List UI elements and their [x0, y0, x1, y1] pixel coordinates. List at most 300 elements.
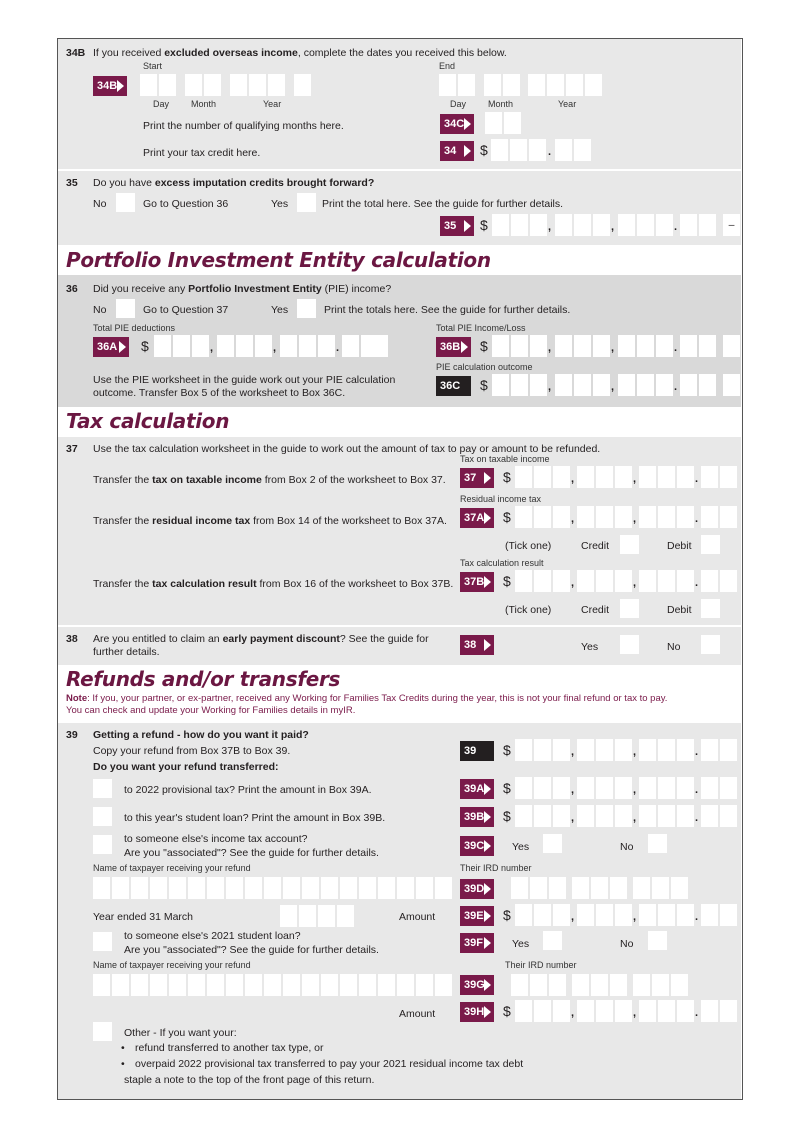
amount-cell[interactable] [677, 466, 694, 488]
amount-cell[interactable] [515, 777, 532, 799]
amount-cell[interactable] [596, 777, 613, 799]
amount-cell[interactable] [154, 335, 171, 357]
digit-cell[interactable] [591, 974, 608, 996]
amount-cell[interactable] [639, 805, 656, 827]
amount-cell[interactable] [639, 466, 656, 488]
no-checkbox[interactable] [116, 193, 135, 212]
amount-cell[interactable] [534, 570, 551, 592]
yes-label: Yes [512, 841, 530, 853]
date-cell[interactable] [159, 74, 176, 96]
date-cell[interactable] [230, 74, 247, 96]
amount-cell[interactable] [637, 335, 654, 357]
digit-cell[interactable] [671, 877, 688, 899]
amount-cell[interactable] [658, 466, 675, 488]
amount-cell[interactable] [658, 570, 675, 592]
amount-cell[interactable] [658, 904, 675, 926]
amount-cell[interactable] [618, 374, 635, 396]
amount-cell[interactable] [720, 777, 737, 799]
date-cell[interactable] [439, 74, 456, 96]
other-bullet-item: • overpaid 2022 provisional tax transferred to pay your 2021 residual income tax debt [119, 1056, 523, 1072]
amount-cell[interactable] [515, 805, 532, 827]
char-cell[interactable] [150, 877, 167, 899]
char-cell[interactable] [150, 974, 167, 996]
amount-cell[interactable] [553, 805, 570, 827]
amount-cell[interactable] [720, 506, 737, 528]
char-cell[interactable] [207, 974, 224, 996]
amount-cell[interactable] [615, 1000, 632, 1022]
char-cell[interactable] [435, 974, 452, 996]
tax-calculation-result-label: Tax calculation result [460, 558, 544, 568]
box-badge-37: 37 [460, 468, 494, 488]
digit-cell[interactable] [299, 905, 316, 927]
amount-cell[interactable] [511, 374, 528, 396]
amount-cell[interactable] [577, 466, 594, 488]
amount-cell[interactable] [658, 739, 675, 761]
amount-cell[interactable] [534, 805, 551, 827]
digit-cell[interactable] [633, 974, 650, 996]
amount-cell[interactable] [658, 777, 675, 799]
amount-cell[interactable] [637, 214, 654, 236]
amount-cell[interactable] [701, 570, 718, 592]
thousands-separator: , [633, 784, 637, 796]
char-cell[interactable] [283, 877, 300, 899]
char-cell[interactable] [112, 974, 129, 996]
amount-cell[interactable] [596, 904, 613, 926]
start-label: Start [143, 61, 163, 71]
amount-cell[interactable] [492, 335, 509, 357]
char-cell[interactable] [340, 877, 357, 899]
char-cell[interactable] [359, 877, 376, 899]
amount-cell[interactable] [656, 374, 673, 396]
amount-cell[interactable] [615, 506, 632, 528]
dollar-sign: $ [141, 338, 149, 354]
amount-cell[interactable] [639, 777, 656, 799]
date-cell[interactable] [249, 74, 266, 96]
amount-cell[interactable] [596, 805, 613, 827]
char-cell[interactable] [283, 974, 300, 996]
amount-cell[interactable] [577, 777, 594, 799]
digit-cell[interactable] [572, 974, 589, 996]
amount-cell[interactable] [680, 374, 697, 396]
date-cell[interactable] [484, 74, 501, 96]
thousands-separator: , [571, 1007, 575, 1019]
tick-one-label: (Tick one) [505, 540, 552, 552]
amount-cell[interactable] [574, 335, 591, 357]
char-cell[interactable] [226, 877, 243, 899]
amount-cell[interactable] [492, 374, 509, 396]
amount-cell[interactable] [534, 466, 551, 488]
digit-cell[interactable] [511, 877, 528, 899]
amount-cell[interactable] [553, 739, 570, 761]
date-cell[interactable] [294, 74, 311, 96]
digit-cell[interactable] [511, 974, 528, 996]
decimal-separator: . [674, 381, 678, 393]
amount-cell[interactable] [492, 214, 509, 236]
date-cell[interactable] [140, 74, 157, 96]
yes-checkbox[interactable] [297, 193, 316, 212]
digit-cell[interactable] [549, 974, 566, 996]
amount-cell[interactable] [491, 139, 508, 161]
amount-cell[interactable] [720, 904, 737, 926]
amount-cell[interactable] [515, 466, 532, 488]
credit-checkbox-37b[interactable] [620, 599, 639, 618]
yes-checkbox[interactable] [620, 635, 639, 654]
amount-cell[interactable] [701, 777, 718, 799]
char-cell[interactable] [112, 877, 129, 899]
char-cell[interactable] [397, 974, 414, 996]
amount-cell[interactable] [593, 335, 610, 357]
amount-cell[interactable] [596, 570, 613, 592]
thousands-separator: , [548, 381, 552, 393]
amount-cell[interactable] [701, 904, 718, 926]
pie-outcome-label: PIE calculation outcome [436, 362, 533, 372]
char-cell[interactable] [207, 877, 224, 899]
amount-cell[interactable] [342, 335, 359, 357]
char-cell[interactable] [302, 877, 319, 899]
amount-cell[interactable] [720, 739, 737, 761]
amount-cell[interactable] [680, 335, 697, 357]
amount-cell[interactable] [574, 139, 591, 161]
amount-cell[interactable] [677, 904, 694, 926]
student-loan-2021-checkbox[interactable] [93, 932, 112, 951]
char-cell[interactable] [378, 974, 395, 996]
dollar-sign: $ [503, 573, 511, 589]
dollar-sign: $ [503, 780, 511, 796]
amount-cell[interactable] [639, 570, 656, 592]
char-cell[interactable] [188, 877, 205, 899]
digit-cell[interactable] [530, 974, 547, 996]
amount-cell[interactable] [553, 466, 570, 488]
char-cell[interactable] [416, 877, 433, 899]
char-cell[interactable] [226, 974, 243, 996]
amount-cell[interactable] [534, 1000, 551, 1022]
amount-cell[interactable] [615, 739, 632, 761]
no-checkbox[interactable] [116, 299, 135, 318]
debit-checkbox-37a[interactable] [701, 535, 720, 554]
sign-box[interactable] [723, 374, 740, 396]
amount-cell[interactable] [577, 904, 594, 926]
amount-cell[interactable] [555, 335, 572, 357]
digit-cell[interactable] [572, 877, 589, 899]
amount-cell[interactable] [677, 739, 694, 761]
char-cell[interactable] [397, 877, 414, 899]
char-cell[interactable] [169, 974, 186, 996]
amount-cell[interactable] [639, 1000, 656, 1022]
amount-cell[interactable] [515, 570, 532, 592]
amount-cell[interactable] [680, 214, 697, 236]
student-loan-checkbox[interactable] [93, 807, 112, 826]
amount-cell[interactable] [701, 1000, 718, 1022]
amount-cell[interactable] [529, 139, 546, 161]
amount-cell[interactable] [515, 739, 532, 761]
months-cell[interactable] [504, 112, 521, 134]
amount-cell[interactable] [530, 374, 547, 396]
amount-cell[interactable] [701, 466, 718, 488]
debit-label: Debit [667, 604, 692, 616]
decimal-separator: . [548, 146, 552, 158]
digit-cell[interactable] [610, 877, 627, 899]
amount-cell[interactable] [618, 214, 635, 236]
amount-cell[interactable] [577, 570, 594, 592]
debit-checkbox-37b[interactable] [701, 599, 720, 618]
char-cell[interactable] [359, 974, 376, 996]
ird-number-label: Their IRD number [460, 863, 532, 873]
amount-cell[interactable] [701, 805, 718, 827]
question-text: Are you entitled to claim an early payment discount? See the guide for [93, 633, 429, 645]
minus-sign-box[interactable] [723, 214, 740, 236]
decimal-separator: . [695, 1007, 699, 1019]
end-label: End [439, 61, 456, 71]
char-cell[interactable] [264, 877, 281, 899]
amount-cell[interactable] [534, 506, 551, 528]
char-cell[interactable] [378, 877, 395, 899]
amount-cell[interactable] [720, 466, 737, 488]
amount-cell[interactable] [173, 335, 190, 357]
date-cell[interactable] [268, 74, 285, 96]
amount-cell[interactable] [577, 739, 594, 761]
question-text: If you received excluded overseas income, complete the dates you received this below. [93, 47, 507, 59]
amount-cell[interactable] [658, 805, 675, 827]
amount-cell[interactable] [677, 506, 694, 528]
provisional-tax-checkbox[interactable] [93, 779, 112, 798]
amount-cell[interactable] [656, 335, 673, 357]
associated-no-checkbox[interactable] [648, 931, 667, 950]
decimal-separator: . [695, 784, 699, 796]
amount-cell[interactable] [534, 777, 551, 799]
digit-cell[interactable] [530, 877, 547, 899]
amount-cell[interactable] [615, 570, 632, 592]
decimal-separator: . [674, 221, 678, 233]
char-cell[interactable] [169, 877, 186, 899]
digit-cell[interactable] [318, 905, 335, 927]
amount-cell[interactable] [553, 570, 570, 592]
amount-cell[interactable] [615, 805, 632, 827]
other-checkbox[interactable] [93, 1022, 112, 1041]
date-cell[interactable] [503, 74, 520, 96]
amount-cell[interactable] [639, 739, 656, 761]
amount-cell[interactable] [280, 335, 297, 357]
box-badge-39h: 39H [460, 1002, 494, 1022]
box-badge-34: 34 [440, 141, 474, 161]
amount-cell[interactable] [596, 739, 613, 761]
residual-income-tax-label: Residual income tax [460, 494, 542, 504]
credit-checkbox-37a[interactable] [620, 535, 639, 554]
char-cell[interactable] [321, 974, 338, 996]
no-label: No [620, 938, 634, 950]
sign-box[interactable] [723, 335, 740, 357]
amount-cell[interactable] [574, 374, 591, 396]
question-title: Getting a refund - how do you want it paid? [93, 729, 309, 741]
char-cell[interactable] [131, 974, 148, 996]
amount-cell[interactable] [593, 214, 610, 236]
amount-cell[interactable] [720, 1000, 737, 1022]
char-cell[interactable] [435, 877, 452, 899]
digit-cell[interactable] [610, 974, 627, 996]
section-38 [58, 627, 741, 665]
amount-cell[interactable] [701, 739, 718, 761]
amount-cell[interactable] [577, 1000, 594, 1022]
amount-cell[interactable] [596, 1000, 613, 1022]
decimal-separator: . [695, 746, 699, 758]
dollar-sign: $ [480, 217, 488, 233]
dollar-sign: $ [503, 1003, 511, 1019]
digit-cell[interactable] [280, 905, 297, 927]
amount-cell[interactable] [658, 1000, 675, 1022]
amount-cell[interactable] [555, 214, 572, 236]
question-number: 35 [66, 177, 78, 189]
amount-cell[interactable] [574, 214, 591, 236]
thousands-separator: , [571, 513, 575, 525]
char-cell[interactable] [245, 877, 262, 899]
section-heading-tax: Tax calculation [66, 409, 230, 433]
amount-cell[interactable] [701, 506, 718, 528]
associated-yes-checkbox[interactable] [543, 931, 562, 950]
thousands-separator: , [548, 221, 552, 233]
box-badge-39a: 39A [460, 779, 494, 799]
char-cell[interactable] [264, 974, 281, 996]
amount-cell[interactable] [530, 214, 547, 236]
date-cell[interactable] [566, 74, 583, 96]
amount-cell[interactable] [553, 904, 570, 926]
associated-yes-checkbox[interactable] [543, 834, 562, 853]
month-label: Month [488, 99, 514, 109]
date-cell[interactable] [204, 74, 221, 96]
dollar-sign: $ [503, 907, 511, 923]
amount-cell[interactable] [511, 214, 528, 236]
amount-cell[interactable] [515, 904, 532, 926]
months-cell[interactable] [485, 112, 502, 134]
digit-cell[interactable] [652, 877, 669, 899]
yes-checkbox[interactable] [297, 299, 316, 318]
thousands-separator: , [611, 221, 615, 233]
amount-cell[interactable] [553, 506, 570, 528]
amount-cell[interactable] [658, 506, 675, 528]
question-text-line2: further details. [93, 646, 160, 658]
char-cell[interactable] [93, 877, 110, 899]
amount-cell[interactable] [255, 335, 272, 357]
amount-cell[interactable] [553, 777, 570, 799]
amount-cell[interactable] [677, 777, 694, 799]
char-cell[interactable] [245, 974, 262, 996]
date-cell[interactable] [528, 74, 545, 96]
amount-cell[interactable] [615, 904, 632, 926]
no-checkbox[interactable] [701, 635, 720, 654]
amount-cell[interactable] [534, 904, 551, 926]
amount-cell[interactable] [637, 374, 654, 396]
digit-cell[interactable] [671, 974, 688, 996]
date-cell[interactable] [585, 74, 602, 96]
other-footer: staple a note to the top of the front page of this return. [124, 1074, 375, 1086]
no-label: No [93, 304, 107, 316]
amount-cell[interactable] [720, 570, 737, 592]
amount-cell[interactable] [677, 1000, 694, 1022]
amount-cell[interactable] [318, 335, 335, 357]
amount-cell[interactable] [510, 139, 527, 161]
amount-cell[interactable] [553, 1000, 570, 1022]
digit-cell[interactable] [652, 974, 669, 996]
char-cell[interactable] [302, 974, 319, 996]
char-cell[interactable] [188, 974, 205, 996]
amount-cell[interactable] [577, 506, 594, 528]
amount-cell[interactable] [677, 570, 694, 592]
digit-cell[interactable] [337, 905, 354, 927]
sign-box[interactable] [371, 335, 388, 357]
amount-cell[interactable] [577, 805, 594, 827]
amount-cell[interactable] [699, 214, 716, 236]
amount-cell[interactable] [299, 335, 316, 357]
other-bullet-list [119, 1040, 523, 1072]
tax-return-page [57, 38, 743, 1100]
dollar-sign: $ [503, 808, 511, 824]
credit-label: Credit [581, 604, 610, 616]
amount-cell[interactable] [217, 335, 234, 357]
amount-cell[interactable] [192, 335, 209, 357]
date-cell[interactable] [458, 74, 475, 96]
char-cell[interactable] [416, 974, 433, 996]
digit-cell[interactable] [591, 877, 608, 899]
char-cell[interactable] [93, 974, 110, 996]
box-badge-34c: 34C [440, 114, 474, 134]
amount-cell[interactable] [530, 335, 547, 357]
amount-cell[interactable] [534, 739, 551, 761]
amount-cell[interactable] [593, 374, 610, 396]
decimal-separator: . [674, 342, 678, 354]
associated-no-checkbox[interactable] [648, 834, 667, 853]
question-intro: Use the tax calculation worksheet in the guide to work out the amount of tax to pay or amount to be refunded. [93, 443, 601, 455]
date-cell[interactable] [185, 74, 202, 96]
amount-cell[interactable] [639, 904, 656, 926]
option-39b-text: to this year's student loan? Print the amount in Box 39B. [124, 812, 386, 824]
decimal-separator: . [695, 911, 699, 923]
thousands-separator: , [548, 342, 552, 354]
char-cell[interactable] [321, 877, 338, 899]
char-cell[interactable] [131, 877, 148, 899]
amount-cell[interactable] [515, 506, 532, 528]
amount-cell[interactable] [615, 466, 632, 488]
amount-cell[interactable] [656, 214, 673, 236]
income-tax-account-checkbox[interactable] [93, 835, 112, 854]
amount-cell[interactable] [699, 374, 716, 396]
box-badge-35: 35 [440, 216, 474, 236]
amount-cell[interactable] [720, 805, 737, 827]
go-to-text: Go to Question 36 [143, 198, 229, 210]
amount-cell[interactable] [699, 335, 716, 357]
amount-cell[interactable] [618, 335, 635, 357]
amount-cell[interactable] [555, 139, 572, 161]
no-label: No [620, 841, 634, 853]
box-badge-38: 38 [460, 635, 494, 655]
option-39a-text: to 2022 provisional tax? Print the amount in Box 39A. [124, 784, 372, 796]
amount-cell[interactable] [639, 506, 656, 528]
amount-cell[interactable] [615, 777, 632, 799]
amount-cell[interactable] [511, 335, 528, 357]
option-39c-text-2: Are you "associated"? See the guide for further details. [124, 847, 379, 859]
digit-cell[interactable] [549, 877, 566, 899]
amount-cell[interactable] [596, 506, 613, 528]
thousands-separator: , [571, 911, 575, 923]
date-cell[interactable] [547, 74, 564, 96]
digit-cell[interactable] [633, 877, 650, 899]
amount-cell[interactable] [515, 1000, 532, 1022]
amount-cell[interactable] [555, 374, 572, 396]
question-number: 38 [66, 633, 78, 645]
amount-cell[interactable] [677, 805, 694, 827]
thousands-separator: , [633, 746, 637, 758]
thousands-separator: , [633, 1007, 637, 1019]
amount-cell[interactable] [236, 335, 253, 357]
amount-cell[interactable] [596, 466, 613, 488]
char-cell[interactable] [340, 974, 357, 996]
